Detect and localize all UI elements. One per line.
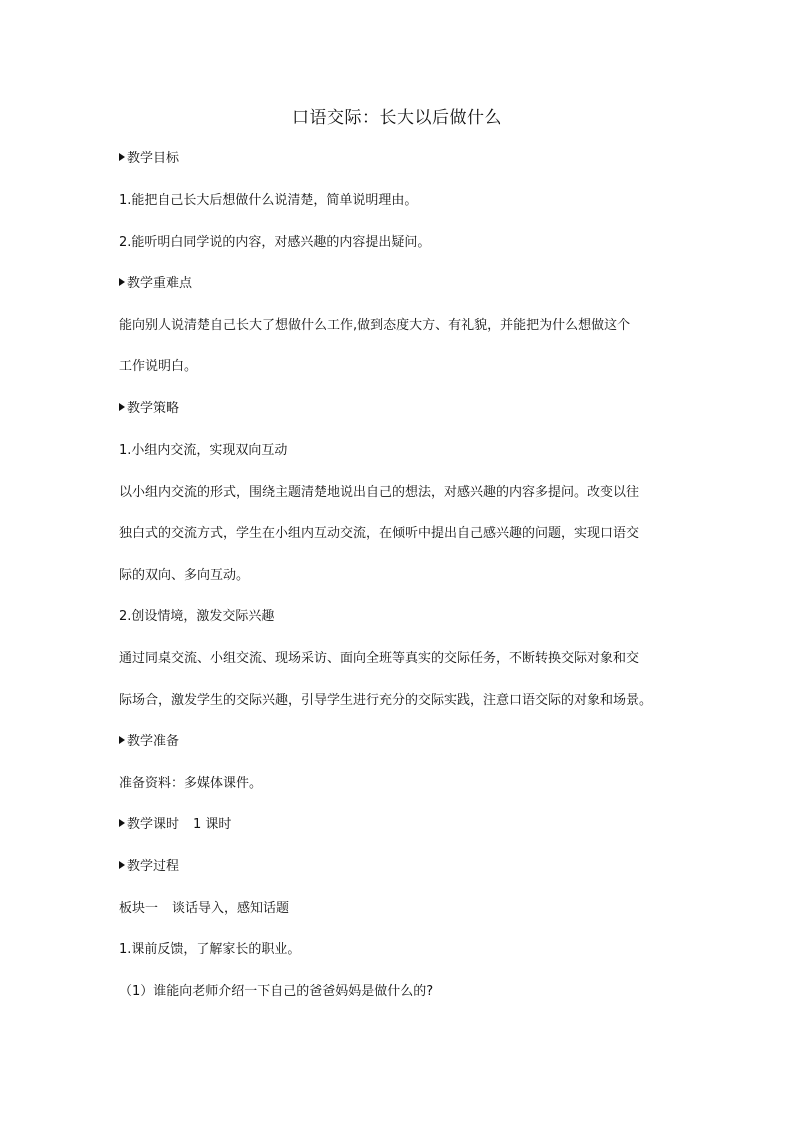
key-points-heading [119,275,192,293]
strategy-1-line-1: 以小组内交流的形式，围绕主题清楚地说出自己的想法，对感兴趣的内容多提问。改变以往 [119,485,640,500]
strategy-1-line-3: 际的双向、多向互动。 [119,568,250,583]
block-1-title: 谈话导入，感知话题 [172,901,290,916]
triangle-bullet-icon [119,153,125,161]
hours-heading [119,816,231,834]
block-1-heading [119,900,289,918]
key-points-heading-text: 教学重难点 [127,276,193,291]
strategy-heading [119,400,179,418]
process-heading [119,858,179,876]
document-title: 口语交际：长大以后做什么 [292,108,502,128]
hours-value: 1 课时 [193,817,232,832]
strategy-heading-text: 教学策略 [127,401,180,416]
process-step-1-question: （1）谁能向老师介绍一下自己的爸爸妈妈是做什么的? [119,984,434,999]
strategy-1-title: 1.小组内交流，实现双向互动 [119,443,288,458]
triangle-bullet-icon [119,278,125,286]
strategy-2-line-1: 通过同桌交流、小组交流、现场采访、面向全班等真实的交际任务，不断转换交际对象和交 [119,651,640,666]
triangle-bullet-icon [119,403,125,411]
key-points-line-1: 能向别人说清楚自己长大了想做什么工作,做到态度大方、有礼貌，并能把为什么想做这个 [119,318,631,333]
strategy-2-title: 2.创设情境，激发交际兴趣 [119,609,275,624]
block-1-label: 板块一 [119,901,159,916]
hours-heading-text: 教学课时 [127,817,180,832]
goals-heading-text: 教学目标 [127,151,180,166]
goal-2: 2.能听明白同学说的内容，对感兴趣的内容提出疑问。 [119,235,431,250]
goal-1: 1.能把自己长大后想做什么说清楚，简单说明理由。 [119,193,418,208]
process-heading-text: 教学过程 [127,859,180,874]
prep-heading-text: 教学准备 [127,734,180,749]
triangle-bullet-icon [119,861,125,869]
prep-line: 准备资料：多媒体课件。 [119,776,263,791]
process-step-1: 1.课前反馈，了解家长的职业。 [119,942,301,957]
goals-heading [119,150,179,168]
triangle-bullet-icon [119,819,125,827]
strategy-1-line-2: 独白式的交流方式，学生在小组内互动交流，在倾听中提出自己感兴趣的问题，实现口语交 [119,526,640,541]
prep-heading [119,733,179,751]
triangle-bullet-icon [119,736,125,744]
strategy-2-line-2: 际场合，激发学生的交际兴趣，引导学生进行充分的交际实践，注意口语交际的对象和场景。 [119,693,653,708]
key-points-line-2: 工作说明白。 [119,359,198,374]
